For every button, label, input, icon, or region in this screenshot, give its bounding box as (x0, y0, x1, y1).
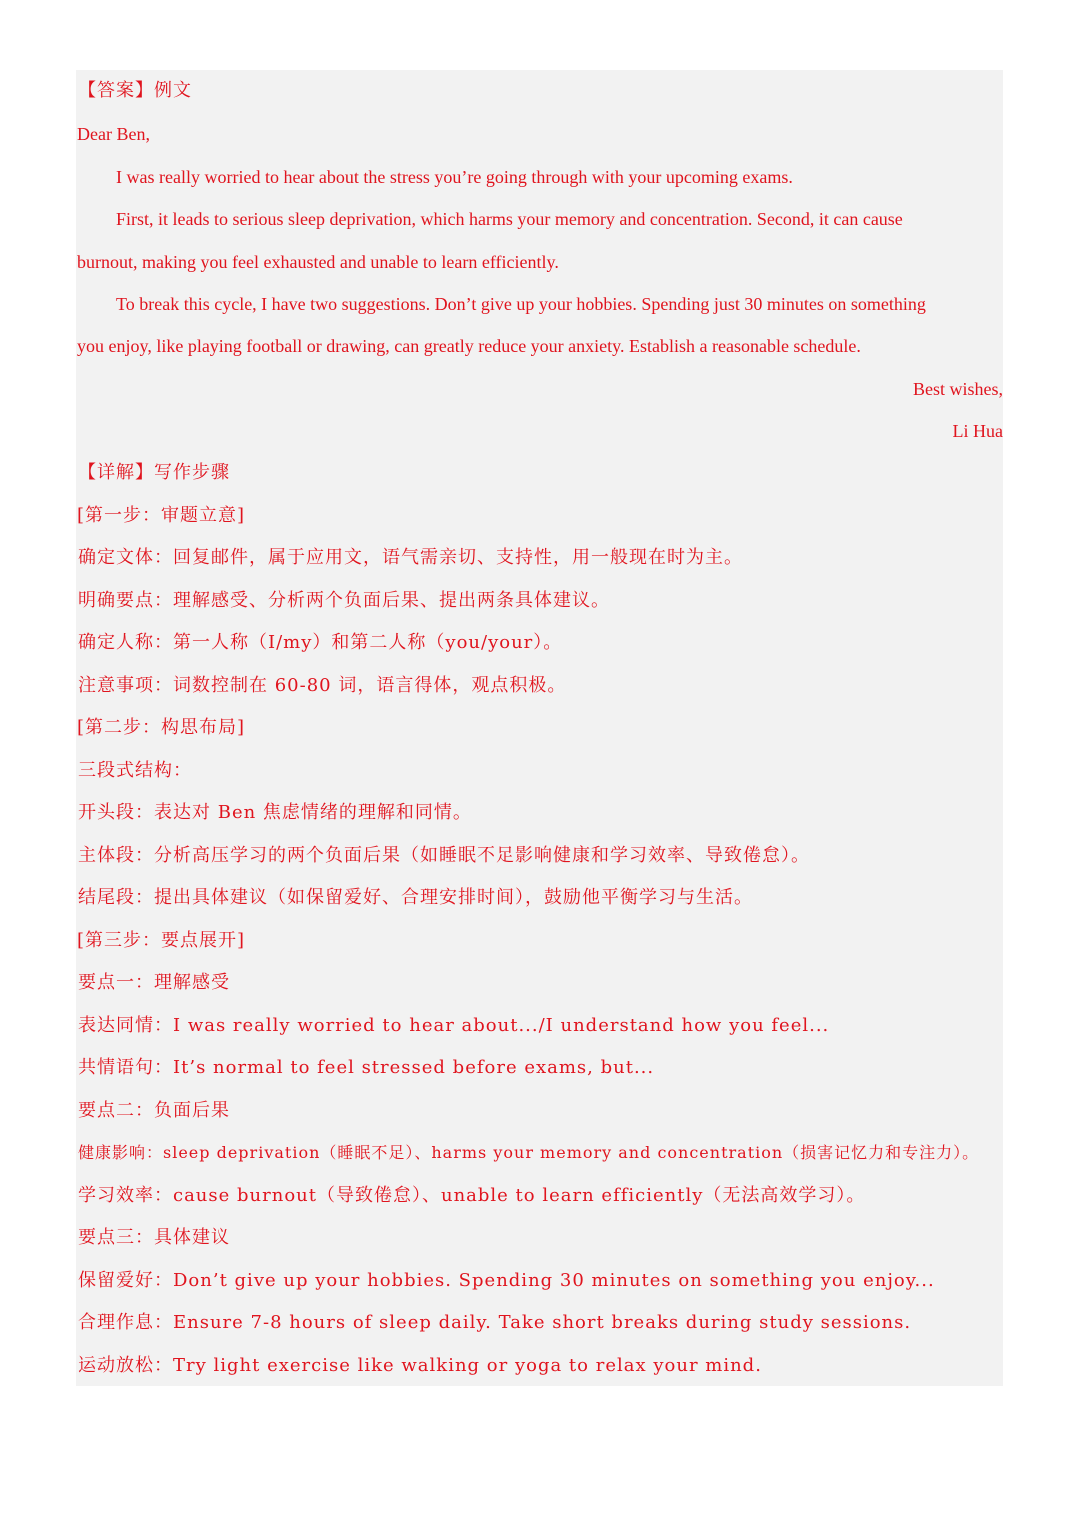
step-1-title: [第一步：审题立意] (77, 505, 246, 526)
step-3-item: 学习效率：cause burnout（导致倦怠）、unable to learn efficiently（无法高效学习）。 (78, 1185, 866, 1206)
step-3-item: 要点二：负面后果 (78, 1100, 230, 1121)
letter-paragraph-2-line-1: First, it leads to serious sleep deprivation, which harms your memory and concentration. Second, it can cause (116, 209, 903, 229)
step-2-item: 主体段：分析高压学习的两个负面后果（如睡眠不足影响健康和学习效率、导致倦怠）。 (78, 845, 810, 866)
letter-paragraph-1: I was really worried to hear about the stress you’re going through with your upcoming exams. (116, 167, 793, 187)
step-3-item: 要点三：具体建议 (78, 1227, 230, 1248)
step-2-item: 开头段：表达对 Ben 焦虑情绪的理解和同情。 (78, 802, 472, 823)
step-2-item: 结尾段：提出具体建议（如保留爱好、合理安排时间），鼓励他平衡学习与生活。 (78, 887, 753, 908)
letter-paragraph-3-line-2: you enjoy, like playing football or drawing, can greatly reduce your anxiety. Establish a reasonable schedule. (77, 336, 861, 356)
letter-paragraph-2-line-2: burnout, making you feel exhausted and unable to learn efficiently. (77, 252, 559, 272)
explanation-header: 【详解】写作步骤 (78, 462, 230, 483)
step-3-title: [第三步：要点展开] (77, 930, 246, 951)
answer-header: 【答案】例文 (78, 80, 192, 101)
step-2-item: 三段式结构： (78, 760, 192, 781)
letter-paragraph-3-line-1: To break this cycle, I have two suggestions. Don’t give up your hobbies. Spending just 30 minutes on something (116, 294, 926, 314)
step-3-item: 运动放松：Try light exercise like walking or yoga to relax your mind. (78, 1355, 762, 1376)
step-1-item: 确定文体：回复邮件，属于应用文，语气需亲切、支持性，用一般现在时为主。 (78, 547, 743, 568)
step-1-item: 确定人称：第一人称（I/my）和第二人称（you/your）。 (78, 632, 563, 653)
letter-signature: Li Hua (952, 421, 1003, 441)
letter-greeting: Dear Ben, (77, 124, 150, 144)
step-2-title: [第二步：构思布局] (77, 717, 246, 738)
letter-closing: Best wishes, (913, 379, 1003, 399)
step-3-item: 表达同情：I was really worried to hear about.../I understand how you feel... (78, 1015, 830, 1036)
step-1-item: 明确要点：理解感受、分析两个负面后果、提出两条具体建议。 (78, 590, 610, 611)
step-3-item: 要点一：理解感受 (78, 972, 230, 993)
step-3-item: 合理作息：Ensure 7-8 hours of sleep daily. Take short breaks during study sessions. (78, 1312, 912, 1333)
answer-sheet (76, 70, 1003, 1386)
step-3-item: 保留爱好：Don’t give up your hobbies. Spending 30 minutes on something you enjoy... (78, 1270, 935, 1291)
step-3-item: 健康影响：sleep deprivation（睡眠不足）、harms your memory and concentration（损害记忆力和专注力）。 (78, 1143, 980, 1162)
step-1-item: 注意事项：词数控制在 60-80 词，语言得体，观点积极。 (78, 675, 567, 696)
step-3-item: 共情语句：It’s normal to feel stressed before exams, but... (78, 1057, 655, 1078)
